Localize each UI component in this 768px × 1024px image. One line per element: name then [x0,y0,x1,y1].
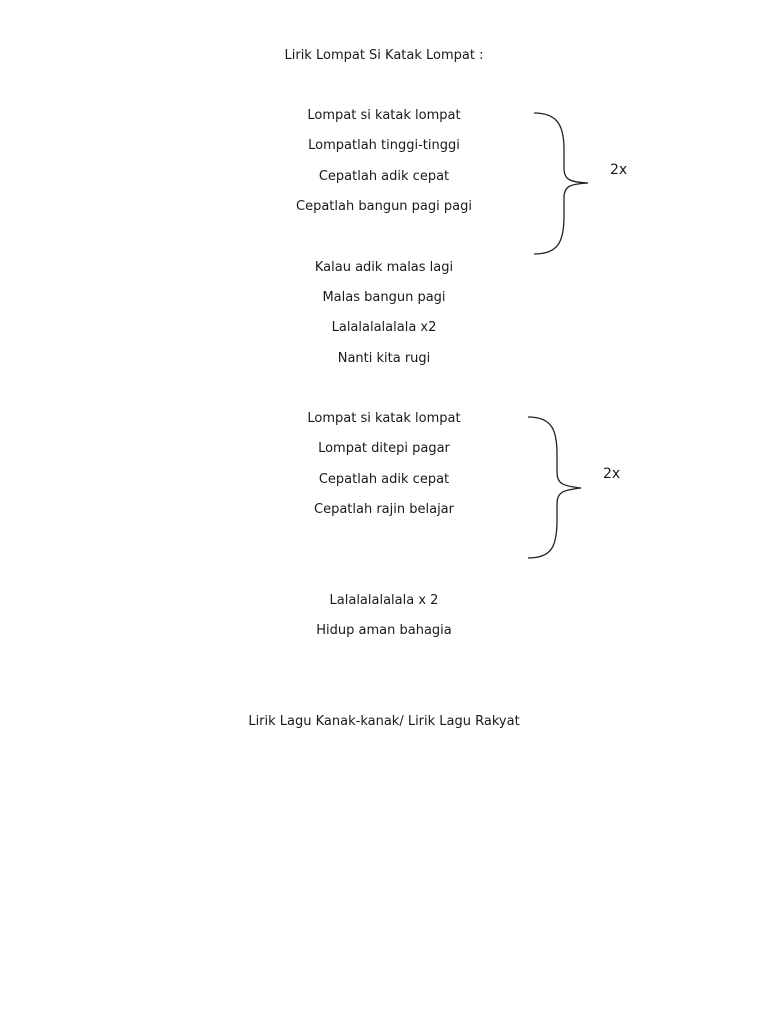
verse2-line-1: Kalau adik malas lagi [314,260,454,275]
footer-caption: Lirik Lagu Kanak-kanak/ Lirik Lagu Rakyat [248,714,520,729]
verse3-line-3: Cepatlah adik cepat [318,472,450,487]
verse4-line-2: Hidup aman bahagia [316,623,452,638]
verse1-line-3: Cepatlah adik cepat [318,169,450,184]
verse3-repeat-brace [524,414,594,562]
verse1-line-2: Lompatlah tinggi-tinggi [308,138,460,153]
verse3-line-2: Lompat ditepi pagar [318,441,450,456]
verse3-line-1: Lompat si katak lompat [307,411,461,426]
verse2-line-4: Nanti kita rugi [337,351,431,366]
verse1-line-1: Lompat si katak lompat [307,108,461,123]
verse2-line-2: Malas bangun pagi [322,290,446,305]
verse2-line-3: Lalalalalalala x2 [331,320,437,335]
page-title: Lirik Lompat Si Katak Lompat : [284,48,484,63]
verse4-line-1: Lalalalalalala x 2 [329,593,439,608]
verse1-repeat-mark: 2x [610,162,628,178]
verse3-repeat-mark: 2x [603,466,621,482]
verse1-repeat-brace [530,110,600,258]
verse1-line-4: Cepatlah bangun pagi pagi [296,199,472,214]
verse3-line-4: Cepatlah rajin belajar [314,502,454,517]
